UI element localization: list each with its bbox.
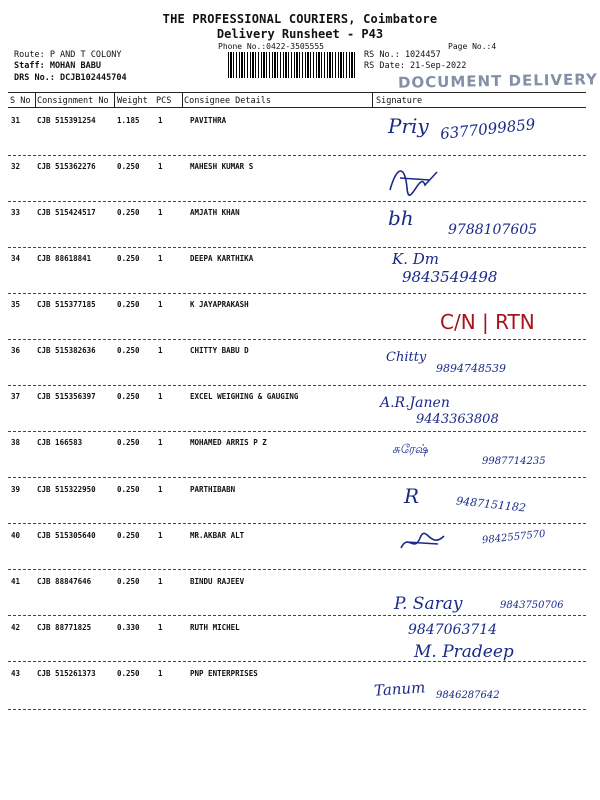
row-pcs: 1 <box>158 346 163 355</box>
signature-phone-37: 9443363808 <box>416 412 499 427</box>
row-consignment: CJB 515424517 <box>37 208 96 217</box>
row-pcs: 1 <box>158 577 163 586</box>
row-weight: 0.250 <box>117 162 140 171</box>
row-consignee: CHITTY BABU D <box>190 346 249 355</box>
row-weight: 1.185 <box>117 116 140 125</box>
row-consignee: PNP ENTERPRISES <box>190 669 258 678</box>
signature-phone-43: 9846287642 <box>436 690 500 701</box>
signature-36: Chitty <box>386 350 427 365</box>
row-consignment: CJB 166583 <box>37 438 83 447</box>
row-divider <box>8 431 586 432</box>
row-sno: 34 <box>11 254 21 263</box>
signature-34: K. Dm <box>392 250 439 268</box>
signature-39: R <box>404 484 420 508</box>
row-divider <box>8 155 586 156</box>
signature-31: Priy <box>388 114 429 138</box>
row-sno: 42 <box>11 623 21 632</box>
row-consignee: RUTH MICHEL <box>190 623 240 632</box>
header-bottom-rule <box>8 107 586 108</box>
row-sno: 36 <box>11 346 21 355</box>
row-weight: 0.250 <box>117 485 140 494</box>
row-consignment: CJB 515391254 <box>37 116 96 125</box>
row-divider <box>8 477 586 478</box>
row-divider <box>8 339 586 340</box>
signature-phone-33: 9788107605 <box>448 222 538 238</box>
column-divider <box>372 92 373 107</box>
return-mark-35: C/N | RTN <box>440 310 535 334</box>
row-weight: 0.250 <box>117 208 140 217</box>
barcode <box>228 52 356 78</box>
signature-40-scribble <box>398 528 448 558</box>
row-divider <box>8 523 586 524</box>
row-sno: 38 <box>11 438 21 447</box>
row-weight: 0.250 <box>117 577 140 586</box>
row-consignee: EXCEL WEIGHING & GAUGING <box>190 392 299 401</box>
col-consignee: Consignee Details <box>184 96 271 106</box>
row-divider <box>8 293 586 294</box>
row-consignment: CJB 515362276 <box>37 162 96 171</box>
row-consignee: BINDU RAJEEV <box>190 577 245 586</box>
row-consignment: CJB 88847646 <box>37 577 92 586</box>
row-pcs: 1 <box>158 162 163 171</box>
row-consignee: PARTHIBABN <box>190 485 236 494</box>
row-pcs: 1 <box>158 208 163 217</box>
row-consignment: CJB 515322950 <box>37 485 96 494</box>
row-pcs: 1 <box>158 669 163 678</box>
row-pcs: 1 <box>158 438 163 447</box>
signature-phone-36: 9894748539 <box>436 362 506 375</box>
row-weight: 0.250 <box>117 392 140 401</box>
row-consignment: CJB 515382636 <box>37 346 96 355</box>
row-consignee: DEEPA KARTHIKA <box>190 254 254 263</box>
col-consignment: Consignment No <box>37 96 109 106</box>
signature-phone-34: 9843549498 <box>402 268 498 286</box>
signature-42: M. Pradeep <box>414 642 514 662</box>
row-consignee: K JAYAPRAKASH <box>190 300 249 309</box>
row-consignment: CJB 515261373 <box>37 669 96 678</box>
row-pcs: 1 <box>158 392 163 401</box>
signature-phone-38: 9987714235 <box>482 456 546 467</box>
row-pcs: 1 <box>158 300 163 309</box>
signature-43: Tanum <box>373 678 426 700</box>
signature-38: சுரேஷ் <box>392 442 428 456</box>
row-divider <box>8 615 586 616</box>
row-sno: 35 <box>11 300 21 309</box>
signature-41: P. Saray <box>394 594 463 614</box>
row-pcs: 1 <box>158 485 163 494</box>
row-sno: 33 <box>11 208 21 217</box>
company-title: THE PROFESSIONAL COURIERS, Coimbatore <box>162 12 438 26</box>
col-weight: Weight <box>117 96 148 106</box>
row-sno: 40 <box>11 531 21 540</box>
row-sno: 41 <box>11 577 21 586</box>
row-weight: 0.250 <box>117 438 140 447</box>
row-divider <box>8 709 586 710</box>
page-number: Page No.:4 <box>448 42 497 51</box>
row-weight: 0.250 <box>117 669 140 678</box>
column-divider <box>114 92 115 107</box>
row-pcs: 1 <box>158 116 163 125</box>
rs-date: RS Date: 21-Sep-2022 <box>364 61 467 71</box>
row-weight: 0.250 <box>117 346 140 355</box>
row-consignee: MR.AKBAR ALT <box>190 531 245 540</box>
signature-phone-40: 9842557570 <box>481 528 547 547</box>
drs-number: DRS No.: DCJB102445704 <box>14 73 127 83</box>
column-divider <box>35 92 36 107</box>
col-signature: Signature <box>376 96 423 106</box>
row-consignment: CJB 88771825 <box>37 623 92 632</box>
row-pcs: 1 <box>158 623 163 632</box>
header-top-rule <box>8 92 586 93</box>
row-weight: 0.250 <box>117 300 140 309</box>
signature-phone-39: 9487151182 <box>455 494 527 515</box>
row-sno: 43 <box>11 669 21 678</box>
row-weight: 0.250 <box>117 531 140 540</box>
row-sno: 32 <box>11 162 21 171</box>
row-consignee: PAVITHRA <box>190 116 227 125</box>
signature-phone-31: 6377099859 <box>439 115 537 143</box>
row-consignee: AMJATH KHAN <box>190 208 240 217</box>
row-sno: 31 <box>11 116 21 125</box>
col-pcs: PCS <box>156 96 172 106</box>
signature-37: A.R.Janen <box>380 395 450 411</box>
row-divider <box>8 385 586 386</box>
staff: Staff: MOHAN BABU <box>14 61 101 71</box>
phone-number: Phone No.:0422-3505555 <box>218 42 324 51</box>
rs-number: RS No.: 1024457 <box>364 50 441 60</box>
row-divider <box>8 247 586 248</box>
row-consignee: MOHAMED ARRIS P Z <box>190 438 267 447</box>
row-consignee: MAHESH KUMAR S <box>190 162 254 171</box>
row-weight: 0.250 <box>117 254 140 263</box>
row-consignment: CJB 515356397 <box>37 392 96 401</box>
signature-33: bh <box>388 206 414 230</box>
row-sno: 37 <box>11 392 21 401</box>
runsheet-title: Delivery Runsheet - P43 <box>216 27 384 41</box>
row-consignment: CJB 515377185 <box>37 300 96 309</box>
route: Route: P AND T COLONY <box>14 50 122 60</box>
row-pcs: 1 <box>158 254 163 263</box>
row-consignment: CJB 88618841 <box>37 254 92 263</box>
row-divider <box>8 569 586 570</box>
row-consignment: CJB 515305640 <box>37 531 96 540</box>
signature-phone-42: 9847063714 <box>408 622 498 638</box>
row-divider <box>8 201 586 202</box>
col-sno: S No <box>10 96 31 106</box>
row-sno: 39 <box>11 485 21 494</box>
signature-phone-41: 9843750706 <box>500 600 564 611</box>
row-weight: 0.330 <box>117 623 140 632</box>
row-pcs: 1 <box>158 531 163 540</box>
document-delivery-stamp: DOCUMENT DELIVERY <box>397 70 599 92</box>
column-divider <box>182 92 183 107</box>
signature-32-scribble <box>385 160 445 200</box>
